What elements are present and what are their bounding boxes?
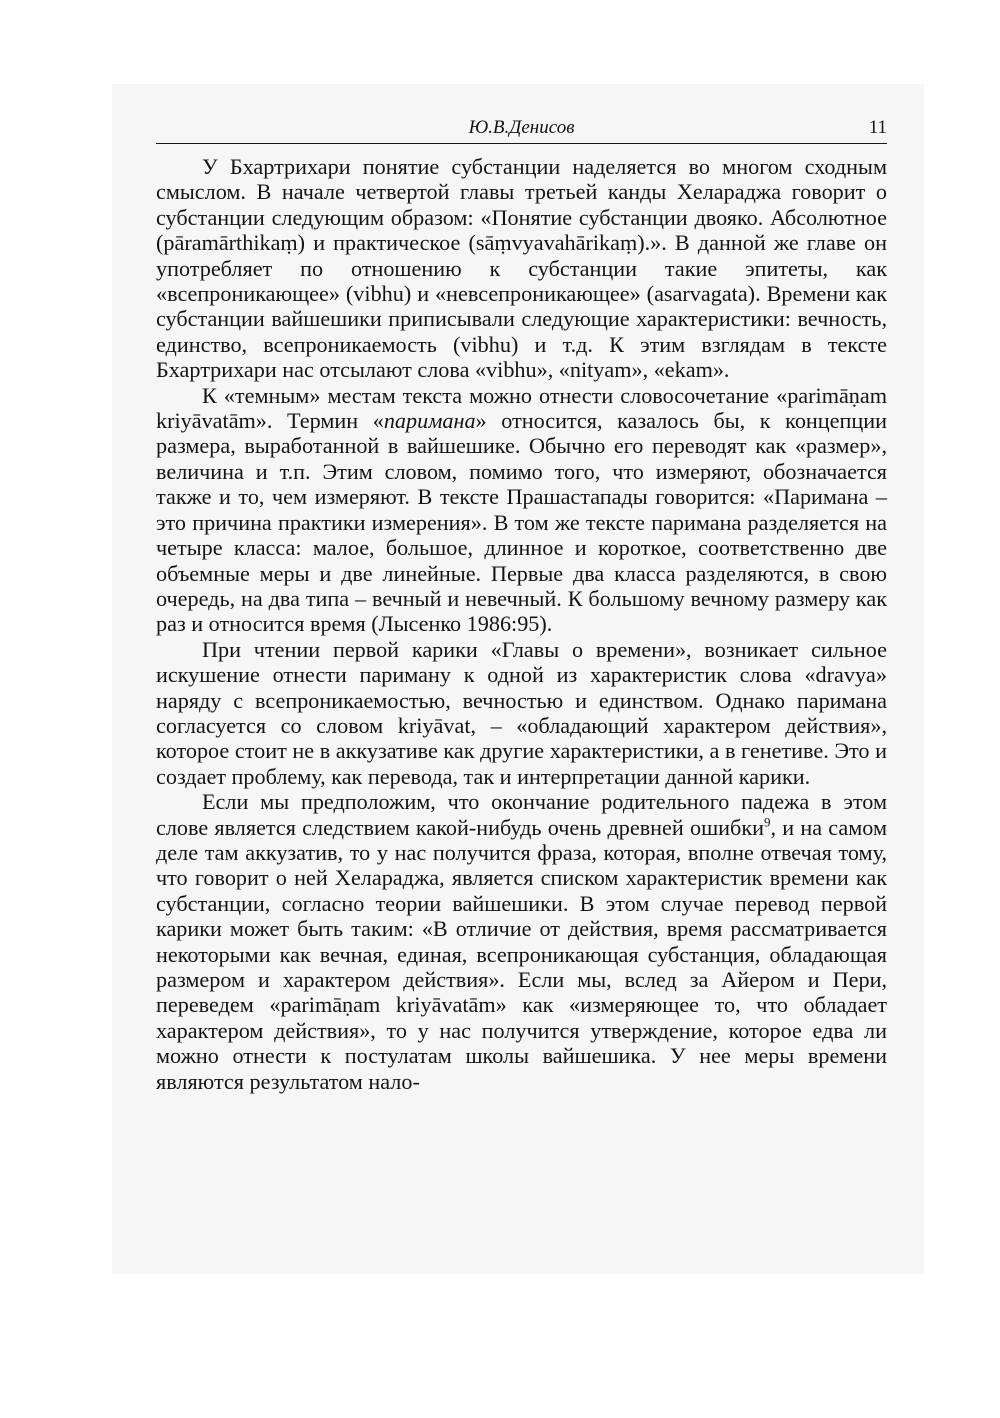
paragraph-4-text-b: , и на самом деле там аккузатив, то у нас получится фраза, которая, вполне отвечая тому, что говорит о ней Хелараджа, является списком характеристик времени как субстанции, согласно теории вайшешики. В этом случае перевод первой карики может быть таким: «В отличие от действия, время рассматривается некоторыми как вечная, единая, всепроникающая субстанция, обладающая размером и характером действия». Если мы, вслед за Айером и Пери, переведем «parimāṇam kriyāvatām» как «измеряющее то, что обладает характером действия», то у нас получится утверждение, которое едва ли можно отнести к постулатам школы вайшешика. У нее меры времени являются результатом нало- bbox=[156, 814, 887, 1094]
running-header bbox=[156, 117, 887, 144]
paragraph-3: При чтении первой карики «Главы о времени», возникает сильное искушение отнести париману к одной из характеристик слова «dravya» наряду с всепроникаемостью, вечностью и единством. Однако паримана согласуется со словом kriyāvat, – «обладающий характером действия», которое стоит не в аккузативе как другие характеристики, а в генетиве. Это и создает проблему, как перевода, так и интерпретации данной карики. bbox=[156, 636, 887, 789]
paragraph-4 bbox=[156, 789, 887, 1094]
header-author: Ю.В.Денисов bbox=[468, 117, 575, 138]
paragraph-2-text-b: » относится, казалось бы, к концепции размера, выработанной в вайшешике. Обычно его переводят как «размер», величина и т.п. Этим словом, помимо того, что измеряют, обозначается также и то, чем измеряют. В тексте Прашастапады говорится: «Паримана – это причина практики измерения». В том же тексте паримана разделяется на четыре класса: малое, большое, длинное и короткое, соответственно две объемные меры и две линейные. Первые два класса разделяются, в свою очередь, на два типа – вечный и невечный. К большому вечному размеру как раз и относится время (Лысенко 1986:95). bbox=[156, 408, 888, 637]
paragraph-2 bbox=[156, 383, 887, 637]
footnote-marker[interactable]: 9 bbox=[763, 814, 771, 830]
page-number: 11 bbox=[868, 117, 887, 138]
body-text bbox=[156, 154, 887, 1094]
paragraph-2-text-a: К «темным» местам текста можно отнести словосочетание «parimāṇam kriyāvatām». Термин « bbox=[156, 382, 887, 434]
paragraph-4-text-a: Если мы предположим, что окончание родительного падежа в этом слове является следствием какой-нибудь очень древней ошибки bbox=[156, 789, 887, 840]
paragraph-1: У Бхартрихари понятие субстанции наделяется во многом сходным смыслом. В начале четвертой главы третьей канды Хелараджа говорит о субстанции следующим образом: «Понятие субстанции двояко. Абсолютное (pāramārthikaṃ) и практическое (sāṃvyavahārikaṃ).». В данной же главе он употребляет по отношению к субстанции такие эпитеты, как «всепроникающее» (vibhu) и «невсепроникающее» (asarvagata). Времени как субстанции вайшешики приписывали следующие характеристики: вечность, единство, всепроникаемость (vibhu) и т.д. К этим взглядам в тексте Бхартрихари нас отсылают слова «vibhu», «nityam», «ekam». bbox=[156, 154, 887, 383]
paragraph-2-italic-term: паримана bbox=[383, 408, 476, 434]
